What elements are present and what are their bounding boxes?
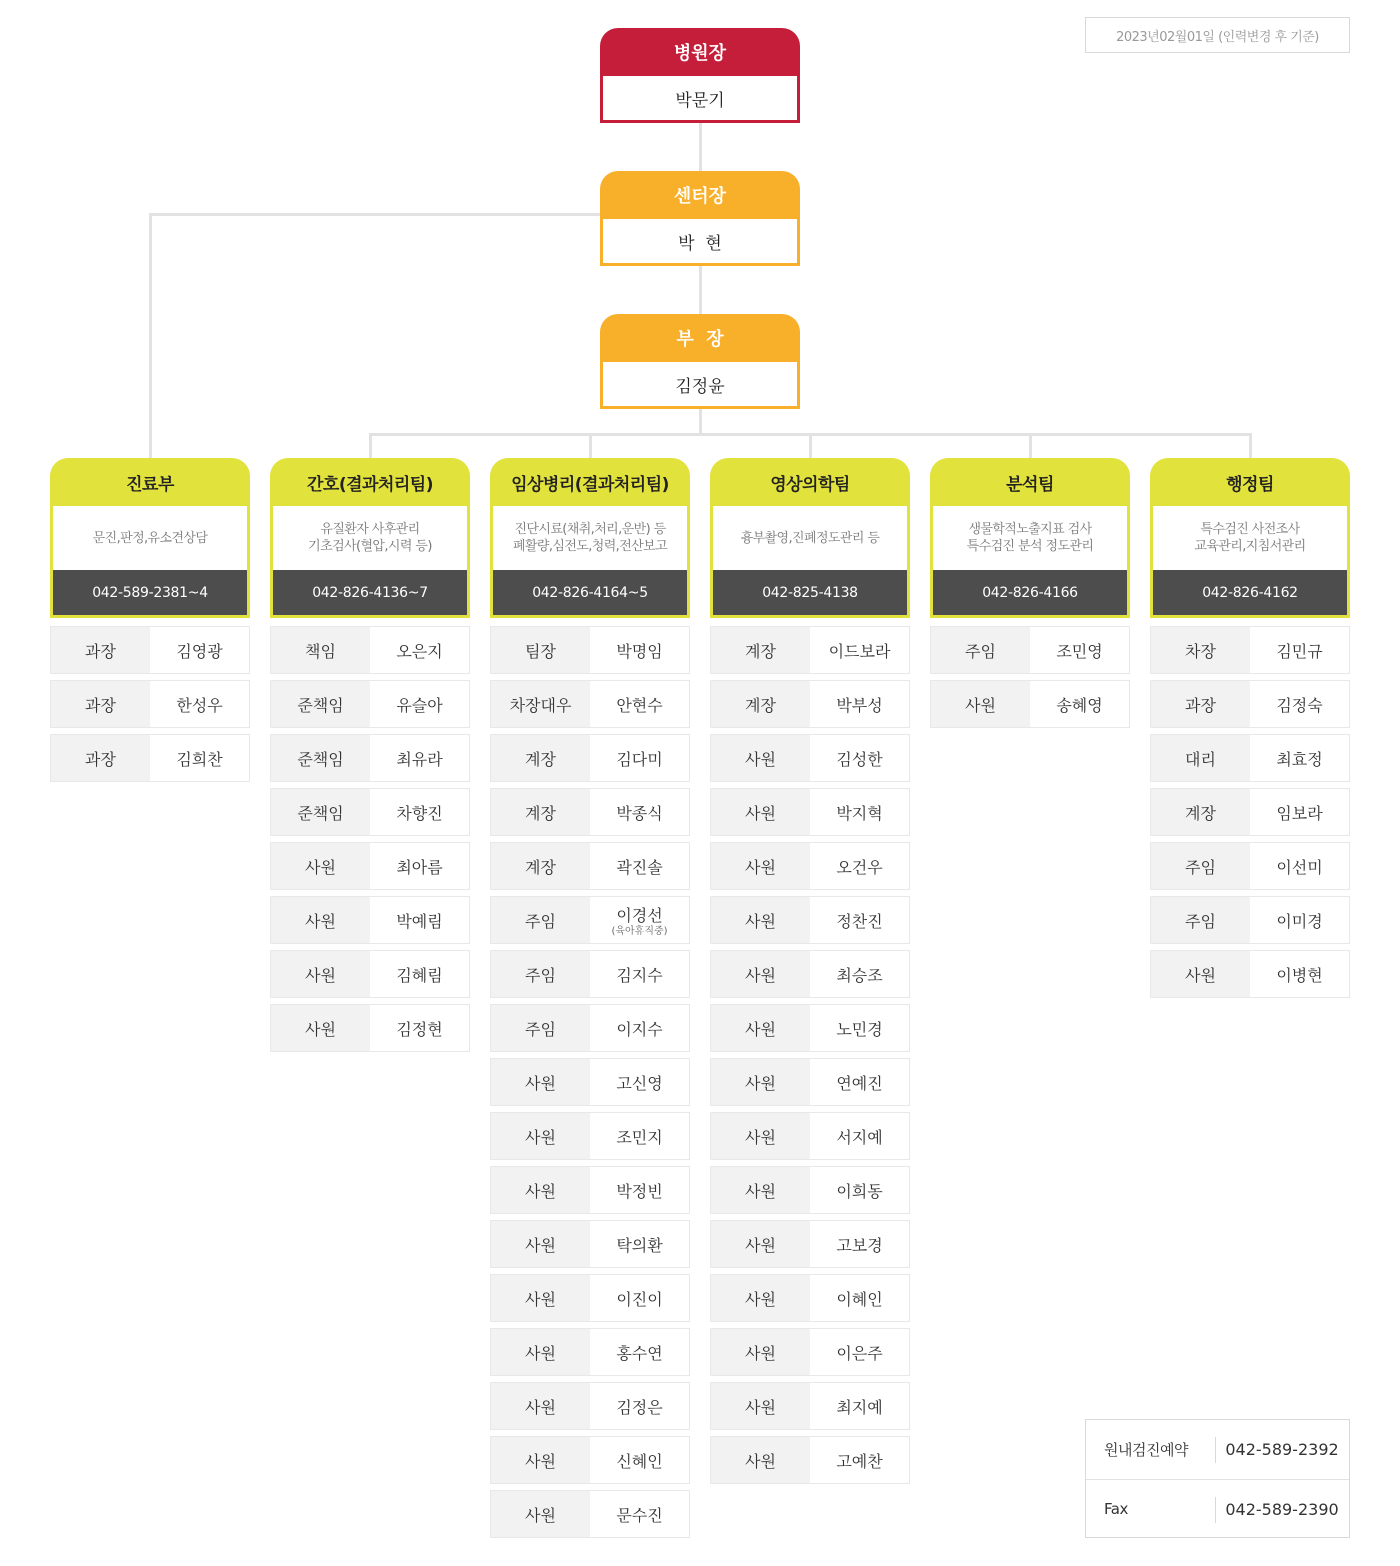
staff-name-cell xyxy=(810,897,909,943)
staff-row xyxy=(710,842,910,890)
exec-hospital-director xyxy=(600,28,800,123)
staff-name: 최아름 xyxy=(396,857,443,877)
dept-description-line: 특수검진 사전조사 xyxy=(1200,522,1300,537)
dept-phone: 042-825-4138 xyxy=(713,570,907,615)
staff-name-cell xyxy=(590,951,689,997)
staff-name-cell xyxy=(370,735,469,781)
staff-name: 김민규 xyxy=(1276,641,1323,661)
staff-name-cell xyxy=(1030,627,1129,673)
staff-name-cell xyxy=(590,1491,689,1537)
staff-row xyxy=(710,1274,910,1322)
staff-name-cell xyxy=(590,897,689,943)
staff-name: 최승조 xyxy=(836,965,883,985)
divider xyxy=(1215,1437,1216,1463)
staff-row xyxy=(490,1382,690,1430)
staff-name-cell xyxy=(590,681,689,727)
staff-name: 이드보라 xyxy=(828,641,891,661)
dept-description xyxy=(713,506,907,570)
staff-position: 과장 xyxy=(51,735,150,781)
staff-row xyxy=(710,896,910,944)
staff-row xyxy=(710,1004,910,1052)
exec-title: 센터장 xyxy=(600,171,800,219)
dept-info xyxy=(710,506,910,618)
staff-name-cell xyxy=(590,1167,689,1213)
staff-position: 과장 xyxy=(1151,681,1250,727)
staff-name: 서지예 xyxy=(836,1127,883,1147)
staff-row xyxy=(710,1436,910,1484)
staff-position: 사원 xyxy=(491,1221,590,1267)
dept-title: 행정팀 xyxy=(1150,458,1350,506)
staff-name-cell xyxy=(370,627,469,673)
staff-name: 고예찬 xyxy=(836,1451,883,1471)
dept-description-line: 특수검진 분석 정도관리 xyxy=(966,539,1094,554)
staff-row xyxy=(490,950,690,998)
staff-name-cell xyxy=(370,789,469,835)
staff-row xyxy=(270,1004,470,1052)
staff-name: 김혜림 xyxy=(396,965,443,985)
staff-name: 박지혁 xyxy=(836,803,883,823)
staff-name: 최효정 xyxy=(1276,749,1323,769)
staff-name: 고신영 xyxy=(616,1073,663,1093)
staff-name-cell xyxy=(810,681,909,727)
staff-row xyxy=(50,626,250,674)
dept-description-line: 교육관리,지침서관리 xyxy=(1194,539,1306,554)
staff-name: 김정숙 xyxy=(1276,695,1323,715)
dept-card-analysis xyxy=(930,458,1130,618)
staff-position: 사원 xyxy=(491,1167,590,1213)
dept-card-nursing xyxy=(270,458,470,618)
dept-info xyxy=(930,506,1130,618)
staff-row xyxy=(710,1382,910,1430)
contact-label: Fax xyxy=(1104,1500,1128,1518)
staff-name: 임보라 xyxy=(1276,803,1323,823)
staff-name-cell xyxy=(810,951,909,997)
staff-position: 사원 xyxy=(711,789,810,835)
staff-row xyxy=(490,1490,690,1538)
exec-title: 부 장 xyxy=(600,314,800,362)
staff-row xyxy=(490,680,690,728)
staff-position: 계장 xyxy=(711,681,810,727)
staff-name-cell xyxy=(590,843,689,889)
date-note: 2023년02월01일 (인력변경 후 기준) xyxy=(1085,17,1350,53)
dept-phone: 042-826-4166 xyxy=(933,570,1127,615)
staff-row xyxy=(270,788,470,836)
staff-name-cell xyxy=(810,1167,909,1213)
staff-row xyxy=(710,734,910,782)
staff-row xyxy=(50,734,250,782)
dept-info xyxy=(1150,506,1350,618)
exec-name-text: 박문기 xyxy=(675,90,725,111)
staff-position: 주임 xyxy=(491,1005,590,1051)
staff-position: 사원 xyxy=(271,843,370,889)
dept-description xyxy=(1153,506,1347,570)
staff-row xyxy=(270,626,470,674)
staff-name: 문수진 xyxy=(616,1505,663,1525)
dept-title: 간호(결과처리팀) xyxy=(270,458,470,506)
connector-line xyxy=(1249,433,1252,459)
staff-name-cell xyxy=(810,1329,909,1375)
staff-row xyxy=(490,1274,690,1322)
staff-position: 책임 xyxy=(271,627,370,673)
staff-list-nursing xyxy=(270,626,470,1058)
staff-row xyxy=(710,1328,910,1376)
dept-description xyxy=(493,506,687,570)
staff-row xyxy=(490,1220,690,1268)
staff-row xyxy=(490,734,690,782)
connector-line xyxy=(809,433,812,459)
staff-name-cell xyxy=(1250,627,1349,673)
staff-name-cell xyxy=(810,1221,909,1267)
staff-name: 조민지 xyxy=(616,1127,663,1147)
exec-title: 병원장 xyxy=(600,28,800,76)
staff-row xyxy=(270,842,470,890)
staff-name-cell xyxy=(810,1005,909,1051)
staff-name-cell xyxy=(590,1275,689,1321)
staff-name: 이미경 xyxy=(1276,911,1323,931)
dept-card-medical xyxy=(50,458,250,618)
staff-name: 고보경 xyxy=(836,1235,883,1255)
exec-name xyxy=(600,76,800,123)
staff-position: 주임 xyxy=(491,951,590,997)
dept-info xyxy=(50,506,250,618)
staff-position: 사원 xyxy=(271,951,370,997)
staff-name-cell xyxy=(1250,735,1349,781)
staff-name-cell xyxy=(590,1437,689,1483)
staff-list-administration xyxy=(1150,626,1350,1004)
staff-name: 김지수 xyxy=(616,965,663,985)
staff-name-cell xyxy=(590,1059,689,1105)
staff-position: 계장 xyxy=(491,735,590,781)
staff-position: 사원 xyxy=(711,735,810,781)
dept-description-line: 진단시료(채취,처리,운반) 등 xyxy=(514,522,666,537)
staff-row xyxy=(1150,842,1350,890)
staff-name-cell xyxy=(1250,789,1349,835)
contact-value: 042-589-2390 xyxy=(1225,1499,1339,1519)
dept-title: 임상병리(결과처리팀) xyxy=(490,458,690,506)
staff-position: 사원 xyxy=(271,897,370,943)
dept-description-line: 흉부촬영,진폐정도관리 등 xyxy=(740,530,880,546)
staff-name: 이경선 xyxy=(616,905,663,925)
staff-row xyxy=(1150,950,1350,998)
staff-name-cell xyxy=(590,1113,689,1159)
staff-name-cell xyxy=(1250,951,1349,997)
staff-name: 김희찬 xyxy=(176,749,223,769)
dept-phone: 042-826-4136~7 xyxy=(273,570,467,615)
dept-description-line: 생물학적노출지표 검사 xyxy=(968,522,1092,537)
staff-position: 사원 xyxy=(711,1437,810,1483)
staff-name-cell xyxy=(150,627,249,673)
contact-row-reservation xyxy=(1086,1420,1349,1479)
staff-name-cell xyxy=(810,789,909,835)
contact-row-fax xyxy=(1086,1479,1349,1538)
staff-row xyxy=(930,680,1130,728)
staff-name-cell xyxy=(150,735,249,781)
staff-position: 차장대우 xyxy=(491,681,590,727)
staff-name-cell xyxy=(810,843,909,889)
staff-position: 준책임 xyxy=(271,789,370,835)
staff-name-cell xyxy=(150,681,249,727)
staff-name-cell xyxy=(810,627,909,673)
staff-name: 김정현 xyxy=(396,1019,443,1039)
dept-card-radiology xyxy=(710,458,910,618)
dept-description-line: 기초검사(혈압,시력 등) xyxy=(308,539,432,554)
dept-description-line: 유질환자 사후관리 xyxy=(320,522,420,537)
staff-name: 이혜인 xyxy=(836,1289,883,1309)
staff-name: 곽진솔 xyxy=(616,857,663,877)
staff-name-cell xyxy=(810,1437,909,1483)
staff-row xyxy=(490,1328,690,1376)
staff-name: 오건우 xyxy=(836,857,883,877)
staff-row xyxy=(710,950,910,998)
staff-name-cell xyxy=(590,1221,689,1267)
staff-name: 신혜인 xyxy=(616,1451,663,1471)
staff-row xyxy=(710,1058,910,1106)
connector-line xyxy=(699,265,702,315)
staff-position: 사원 xyxy=(491,1383,590,1429)
staff-name-cell xyxy=(1250,897,1349,943)
dept-description xyxy=(53,506,247,570)
connector-line xyxy=(149,213,152,459)
dept-phone: 042-826-4164~5 xyxy=(493,570,687,615)
staff-name: 김다미 xyxy=(616,749,663,769)
staff-name: 노민경 xyxy=(836,1019,883,1039)
staff-name-cell xyxy=(590,627,689,673)
staff-row xyxy=(270,734,470,782)
staff-row xyxy=(490,1058,690,1106)
staff-name-cell xyxy=(1030,681,1129,727)
staff-name: 유슬아 xyxy=(396,695,443,715)
staff-name: 박종식 xyxy=(616,803,663,823)
staff-row xyxy=(1150,788,1350,836)
staff-position: 팀장 xyxy=(491,627,590,673)
staff-name: 오은지 xyxy=(396,641,443,661)
staff-row xyxy=(710,626,910,674)
staff-name: 김정은 xyxy=(616,1397,663,1417)
dept-card-administration xyxy=(1150,458,1350,618)
exec-name-text: 김정윤 xyxy=(675,376,725,397)
staff-position: 사원 xyxy=(491,1437,590,1483)
staff-name: 이선미 xyxy=(1276,857,1323,877)
staff-name-cell xyxy=(590,789,689,835)
staff-name: 김영광 xyxy=(176,641,223,661)
dept-info xyxy=(270,506,470,618)
divider xyxy=(1215,1497,1216,1523)
dept-info xyxy=(490,506,690,618)
staff-name: 박예림 xyxy=(396,911,443,931)
staff-name: 이지수 xyxy=(616,1019,663,1039)
staff-name: 정찬진 xyxy=(836,911,883,931)
staff-position: 계장 xyxy=(711,627,810,673)
staff-position: 사원 xyxy=(711,1221,810,1267)
staff-name: 김성한 xyxy=(836,749,883,769)
staff-position: 주임 xyxy=(931,627,1030,673)
staff-position: 사원 xyxy=(931,681,1030,727)
staff-position: 차장 xyxy=(1151,627,1250,673)
staff-row xyxy=(710,1166,910,1214)
staff-row xyxy=(490,1112,690,1160)
staff-name: 탁의환 xyxy=(616,1235,663,1255)
connector-line xyxy=(699,122,702,172)
staff-name-cell xyxy=(590,1005,689,1051)
staff-name: 홍수연 xyxy=(616,1343,663,1363)
staff-name: 최유라 xyxy=(396,749,443,769)
contact-value: 042-589-2392 xyxy=(1225,1440,1339,1459)
staff-position: 사원 xyxy=(1151,951,1250,997)
contact-label: 원내검진예약 xyxy=(1104,1441,1188,1459)
dept-description-line: 폐활량,심전도,청력,전산보고 xyxy=(512,539,668,554)
staff-name-cell xyxy=(370,843,469,889)
staff-row xyxy=(270,680,470,728)
dept-title: 분석팀 xyxy=(930,458,1130,506)
staff-position: 사원 xyxy=(491,1491,590,1537)
staff-name: 박정빈 xyxy=(616,1181,663,1201)
exec-name xyxy=(600,219,800,266)
staff-row xyxy=(710,788,910,836)
staff-list-clinical-pathology xyxy=(490,626,690,1544)
staff-position: 주임 xyxy=(1151,897,1250,943)
dept-description xyxy=(933,506,1127,570)
staff-row xyxy=(710,1112,910,1160)
connector-line xyxy=(589,433,592,459)
staff-row xyxy=(490,842,690,890)
staff-position: 계장 xyxy=(491,789,590,835)
connector-line xyxy=(369,433,372,459)
staff-name-cell xyxy=(810,1275,909,1321)
staff-name: 연예진 xyxy=(836,1073,883,1093)
staff-name: 이희동 xyxy=(836,1181,883,1201)
staff-name: 안현수 xyxy=(616,695,663,715)
staff-position: 사원 xyxy=(491,1329,590,1375)
staff-position: 사원 xyxy=(711,951,810,997)
staff-row xyxy=(1150,734,1350,782)
staff-row xyxy=(710,680,910,728)
exec-name xyxy=(600,362,800,409)
staff-position: 사원 xyxy=(711,1005,810,1051)
connector-line xyxy=(699,408,702,434)
staff-position: 주임 xyxy=(1151,843,1250,889)
staff-name-cell xyxy=(810,735,909,781)
staff-name: 박명임 xyxy=(616,641,663,661)
staff-name: 송혜영 xyxy=(1056,695,1103,715)
staff-row xyxy=(490,626,690,674)
staff-name: 이진이 xyxy=(616,1289,663,1309)
staff-name: 최지예 xyxy=(836,1397,883,1417)
staff-position: 사원 xyxy=(491,1059,590,1105)
staff-name-cell xyxy=(590,1329,689,1375)
dept-title: 영상의학팀 xyxy=(710,458,910,506)
connector-line xyxy=(149,213,601,216)
staff-row xyxy=(490,1004,690,1052)
staff-name-cell xyxy=(370,681,469,727)
staff-position: 사원 xyxy=(711,1329,810,1375)
staff-row xyxy=(270,896,470,944)
staff-name-cell xyxy=(590,1383,689,1429)
staff-position: 사원 xyxy=(711,897,810,943)
dept-title: 진료부 xyxy=(50,458,250,506)
staff-position: 사원 xyxy=(491,1275,590,1321)
staff-row xyxy=(1150,626,1350,674)
staff-row xyxy=(930,626,1130,674)
staff-position: 사원 xyxy=(271,1005,370,1051)
staff-row xyxy=(490,788,690,836)
staff-name-cell xyxy=(810,1059,909,1105)
staff-position: 대리 xyxy=(1151,735,1250,781)
contact-box xyxy=(1085,1419,1350,1538)
staff-position: 사원 xyxy=(711,1167,810,1213)
staff-name: 이은주 xyxy=(836,1343,883,1363)
exec-center-director xyxy=(600,171,800,266)
staff-row xyxy=(1150,680,1350,728)
staff-position: 계장 xyxy=(491,843,590,889)
staff-note: (육아휴직중) xyxy=(611,925,668,937)
exec-department-head xyxy=(600,314,800,409)
staff-name-cell xyxy=(370,1005,469,1051)
staff-position: 주임 xyxy=(491,897,590,943)
staff-name-cell xyxy=(1250,843,1349,889)
exec-name-text: 박 현 xyxy=(678,233,722,254)
staff-row xyxy=(270,950,470,998)
staff-row xyxy=(490,1436,690,1484)
staff-row xyxy=(710,1220,910,1268)
staff-list-analysis xyxy=(930,626,1130,734)
staff-position: 사원 xyxy=(711,843,810,889)
staff-name: 조민영 xyxy=(1056,641,1103,661)
staff-position: 사원 xyxy=(711,1059,810,1105)
staff-position: 사원 xyxy=(711,1383,810,1429)
staff-name-cell xyxy=(370,951,469,997)
dept-phone: 042-589-2381~4 xyxy=(53,570,247,615)
staff-name-cell xyxy=(590,735,689,781)
staff-position: 준책임 xyxy=(271,735,370,781)
staff-position: 사원 xyxy=(491,1113,590,1159)
staff-name: 차향진 xyxy=(396,803,443,823)
staff-name-cell xyxy=(810,1113,909,1159)
staff-list-radiology xyxy=(710,626,910,1490)
staff-position: 준책임 xyxy=(271,681,370,727)
staff-position: 사원 xyxy=(711,1113,810,1159)
staff-row xyxy=(50,680,250,728)
staff-name: 이병현 xyxy=(1276,965,1323,985)
dept-description xyxy=(273,506,467,570)
staff-name-cell xyxy=(810,1383,909,1429)
staff-row xyxy=(490,1166,690,1214)
dept-phone: 042-826-4162 xyxy=(1153,570,1347,615)
staff-name: 한성우 xyxy=(176,695,223,715)
staff-row xyxy=(1150,896,1350,944)
staff-row xyxy=(490,896,690,944)
staff-position: 계장 xyxy=(1151,789,1250,835)
staff-list-medical xyxy=(50,626,250,788)
staff-position: 사원 xyxy=(711,1275,810,1321)
connector-line xyxy=(1029,433,1032,459)
staff-name-cell xyxy=(1250,681,1349,727)
staff-name: 박부성 xyxy=(836,695,883,715)
dept-description-line: 문진,판정,유소견상담 xyxy=(92,530,208,546)
staff-name-cell xyxy=(370,897,469,943)
dept-card-clinical-pathology xyxy=(490,458,690,618)
staff-position: 과장 xyxy=(51,627,150,673)
staff-position: 과장 xyxy=(51,681,150,727)
